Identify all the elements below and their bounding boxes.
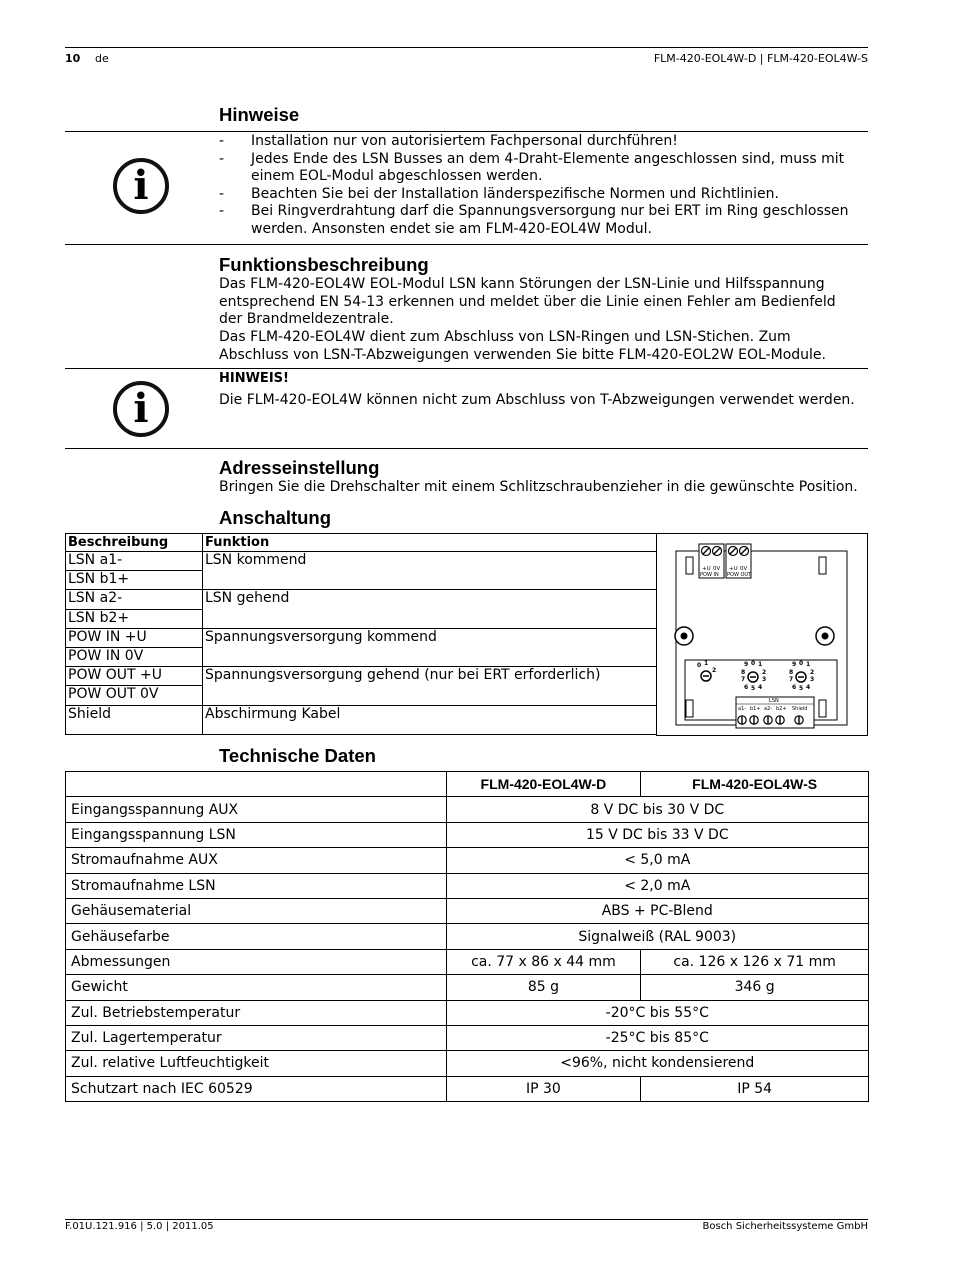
table-cell: LSN a2- <box>66 590 203 609</box>
table-cell: POW IN +U <box>66 628 203 647</box>
svg-text:1: 1 <box>806 661 811 668</box>
svg-text:0: 0 <box>697 662 702 669</box>
footer-rule <box>65 1219 868 1220</box>
table-row <box>66 924 869 949</box>
svg-text:3: 3 <box>762 676 767 683</box>
section-title-hinweise: Hinweise <box>219 104 300 125</box>
wiring-diagram-frame <box>656 533 868 736</box>
connection-table <box>65 533 657 735</box>
table-cell: LSN kommend <box>203 552 657 590</box>
svg-text:0V: 0V <box>740 566 748 572</box>
table-cell: Zul. Betriebstemperatur <box>66 1000 447 1025</box>
table-row <box>66 1051 869 1076</box>
svg-text:5: 5 <box>799 685 804 692</box>
svg-text:9: 9 <box>792 661 797 668</box>
header-rule <box>65 47 868 48</box>
table-row <box>66 705 657 734</box>
table-cell: Gehäusefarbe <box>66 924 447 949</box>
svg-text:a1-: a1- <box>738 706 747 712</box>
table-cell: Stromaufnahme AUX <box>66 848 447 873</box>
table-row <box>66 898 869 923</box>
section-title-funktion: Funktionsbeschreibung <box>219 254 429 275</box>
svg-text:+U: +U <box>702 566 711 572</box>
column-header-s: FLM-420-EOL4W-S <box>641 772 869 797</box>
page-number: 10 <box>65 52 81 65</box>
table-row <box>66 797 869 822</box>
table-cell: Shield <box>66 705 203 734</box>
table-cell: ca. 126 x 126 x 71 mm <box>641 949 869 974</box>
table-cell: Zul. Lagertemperatur <box>66 1025 447 1050</box>
table-row <box>66 975 869 1000</box>
info-icon: i <box>113 381 169 437</box>
svg-text:0: 0 <box>751 660 756 667</box>
svg-text:8: 8 <box>741 669 746 676</box>
table-cell: Spannungsversorgung kommend <box>203 628 657 666</box>
table-cell: ca. 77 x 86 x 44 mm <box>446 949 641 974</box>
section-title-technische-daten: Technische Daten <box>219 745 376 766</box>
column-header-funktion: Funktion <box>203 534 657 552</box>
table-row <box>66 1000 869 1025</box>
table-cell: IP 30 <box>446 1076 641 1101</box>
table-cell: Abschirmung Kabel <box>203 705 657 734</box>
table-row <box>66 873 869 898</box>
table-cell: 15 V DC bis 33 V DC <box>446 822 868 847</box>
svg-text:b1+: b1+ <box>750 706 761 712</box>
column-header-d: FLM-420-EOL4W-D <box>446 772 641 797</box>
table-cell: Zul. relative Luftfeuchtigkeit <box>66 1051 447 1076</box>
table-cell: < 5,0 mA <box>446 848 868 873</box>
tech-data-table <box>65 771 869 1102</box>
hinweise-bottom-rule <box>65 244 868 245</box>
svg-text:1: 1 <box>758 661 763 668</box>
table-cell: Eingangsspannung LSN <box>66 822 447 847</box>
table-row <box>66 667 657 686</box>
table-cell: Gewicht <box>66 975 447 1000</box>
svg-text:7: 7 <box>741 676 746 683</box>
svg-text:2: 2 <box>810 669 815 676</box>
svg-text:Shield: Shield <box>792 706 808 712</box>
svg-text:2: 2 <box>762 669 767 676</box>
svg-text:4: 4 <box>806 684 811 691</box>
svg-text:b2+: b2+ <box>776 706 787 712</box>
list-item: - Installation nur von autorisiertem Fachpersonal durchführen! <box>219 133 678 149</box>
table-cell: <96%, nicht kondensierend <box>446 1051 868 1076</box>
hinweis-text: Die FLM-420-EOL4W können nicht zum Abschluss von T-Abzweigungen verwendet werden. <box>219 392 855 408</box>
svg-text:6: 6 <box>744 684 749 691</box>
table-row <box>66 822 869 847</box>
hinweise-top-rule <box>65 131 868 132</box>
table-cell: ABS + PC-Blend <box>446 898 868 923</box>
svg-text:4: 4 <box>758 684 763 691</box>
header-product: FLM-420-EOL4W-D | FLM-420-EOL4W-S <box>653 52 868 65</box>
funktion-paragraph-1: Das FLM-420-EOL4W EOL-Modul LSN kann Störungen der LSN-Linie und Hilfsspannung entsprechend EN 54-13 erkennen und meldet über die Linie einen Fehler am Bedienfeld der Brandmeldezentrale. <box>219 276 836 327</box>
svg-text:LSN: LSN <box>769 698 779 704</box>
info-icon: i <box>113 158 169 214</box>
table-header-row <box>66 772 869 797</box>
table-cell: LSN gehend <box>203 590 657 628</box>
svg-text:3: 3 <box>810 676 815 683</box>
svg-text:+U: +U <box>729 566 738 572</box>
table-cell: 8 V DC bis 30 V DC <box>446 797 868 822</box>
svg-text:1: 1 <box>704 660 709 667</box>
svg-text:0: 0 <box>799 660 804 667</box>
hinweis-bottom-rule <box>65 448 868 449</box>
hinweis-label: HINWEIS! <box>219 371 289 386</box>
list-item: - Jedes Ende des LSN Busses an dem 4-Draht-Elemente angeschlossen sind, muss mit einem EOL-Modul abgeschlossen werden. <box>219 150 845 184</box>
table-cell: Spannungsversorgung gehend (nur bei ERT erforderlich) <box>203 667 657 705</box>
svg-text:POW IN: POW IN <box>700 572 719 578</box>
table-header-empty <box>66 772 447 797</box>
funktion-paragraph-2: Das FLM-420-EOL4W dient zum Abschluss von LSN-Ringen und LSN-Stichen. Zum Abschluss von LSN-T-Abzweigungen verwenden Sie bitte FLM-420-EOL2W EOL-Module. <box>219 329 826 363</box>
svg-text:2: 2 <box>712 667 717 674</box>
table-cell: Abmessungen <box>66 949 447 974</box>
table-cell: Eingangsspannung AUX <box>66 797 447 822</box>
list-item: - Bei Ringverdrahtung darf die Spannungsversorgung nur bei ERT im Ring geschlossen werden. Ansonsten endet sie am FLM-420-EOL4W Modul. <box>219 203 849 237</box>
hinweis-top-rule <box>65 368 868 369</box>
table-row <box>66 628 657 647</box>
list-item: - Beachten Sie bei der Installation länderspezifische Normen und Richtlinien. <box>219 185 779 202</box>
table-cell: -25°C bis 85°C <box>446 1025 868 1050</box>
svg-text:POW OUT: POW OUT <box>727 572 752 578</box>
table-cell: LSN b2+ <box>66 609 203 628</box>
table-cell: LSN b1+ <box>66 571 203 590</box>
svg-text:5: 5 <box>751 685 756 692</box>
language-code: de <box>95 52 109 65</box>
svg-text:6: 6 <box>792 684 797 691</box>
svg-text:8: 8 <box>789 669 794 676</box>
table-cell: < 2,0 mA <box>446 873 868 898</box>
table-cell: Gehäusematerial <box>66 898 447 923</box>
adresse-text: Bringen Sie die Drehschalter mit einem Schlitzschraubenzieher in die gewünschte Position. <box>219 479 858 495</box>
table-cell: -20°C bis 55°C <box>446 1000 868 1025</box>
section-title-adresse: Adresseinstellung <box>219 457 380 478</box>
table-row <box>66 590 657 609</box>
table-row <box>66 1076 869 1101</box>
svg-text:a2-: a2- <box>764 706 773 712</box>
table-cell: 85 g <box>446 975 641 1000</box>
table-cell: POW OUT 0V <box>66 686 203 705</box>
footer-doc-id: F.01U.121.916 | 5.0 | 2011.05 <box>65 1221 214 1232</box>
table-row <box>66 1025 869 1050</box>
table-cell: IP 54 <box>641 1076 869 1101</box>
table-cell: Signalweiß (RAL 9003) <box>446 924 868 949</box>
table-cell: POW OUT +U <box>66 667 203 686</box>
svg-text:7: 7 <box>789 676 794 683</box>
table-cell: 346 g <box>641 975 869 1000</box>
column-header-beschreibung: Beschreibung <box>66 534 203 552</box>
section-title-anschaltung: Anschaltung <box>219 507 332 528</box>
table-cell: LSN a1- <box>66 552 203 571</box>
svg-text:9: 9 <box>744 661 749 668</box>
table-row <box>66 848 869 873</box>
table-row <box>66 552 657 571</box>
table-cell: POW IN 0V <box>66 647 203 666</box>
table-cell: Stromaufnahme LSN <box>66 873 447 898</box>
module-diagram <box>656 534 868 737</box>
hinweise-list <box>219 133 859 238</box>
footer-company: Bosch Sicherheitssysteme GmbH <box>702 1221 868 1232</box>
table-cell: Schutzart nach IEC 60529 <box>66 1076 447 1101</box>
svg-text:0V: 0V <box>713 566 721 572</box>
table-row <box>66 949 869 974</box>
